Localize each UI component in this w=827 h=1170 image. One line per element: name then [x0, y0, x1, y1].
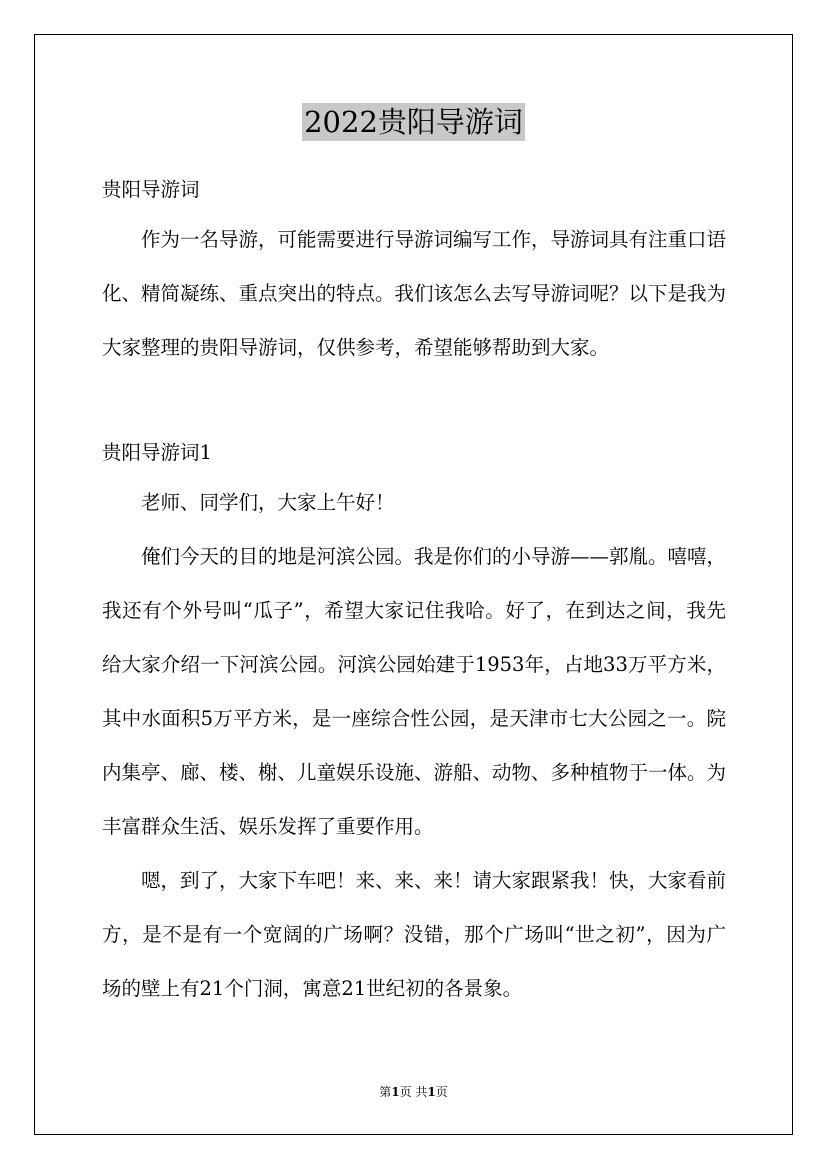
section-heading: 贵阳导游词	[102, 178, 200, 201]
title-container	[0, 103, 827, 141]
spacer	[102, 375, 726, 439]
paragraph: 嗯，到了，大家下车吧！来、来、来！请大家跟紧我！快，大家看前方，是不是有一个宽阔的广场啊？没错，那个广场叫“世之初”，因为广场的壁上有21个门洞，寓意21世纪初的各景象。	[102, 869, 727, 1000]
footer-page-number: 1	[391, 1085, 400, 1099]
page-footer	[0, 1084, 827, 1100]
section-heading: 贵阳导游词1	[102, 441, 212, 464]
paragraph: 俺们今天的目的地是河滨公园。我是你们的小导游——郭胤。嘻嘻，我还有个外号叫“瓜子”，希望大家记住我哈。好了，在到达之间，我先给大家介绍一下河滨公园。河滨公园始建于1953年，占地33万平方米，其中水面积5万平方米，是一座综合性公园，是天津市七大公园之一。院内集亭、廊、楼、榭、儿童娱乐设施、游船、动物、多种植物于一体。为丰富群众生活、娱乐发挥了重要作用。	[102, 545, 727, 838]
spacer	[102, 203, 726, 213]
footer-prefix: 第	[379, 1085, 392, 1099]
footer-total-pages: 1	[427, 1085, 436, 1099]
document-title: 2022贵阳导游词	[304, 105, 523, 139]
paragraph: 老师、同学们，大家上午好！	[141, 491, 395, 514]
footer-suffix: 页	[435, 1085, 448, 1099]
paragraph: 作为一名导游，可能需要进行导游词编写工作，导游词具有注重口语化、精简凝练、重点突出的特点。我们该怎么去写导游词呢？以下是我为大家整理的贵阳导游词，仅供参考，希望能够帮助到大家。	[102, 228, 727, 359]
spacer	[102, 466, 726, 476]
footer-middle: 页 共	[399, 1085, 428, 1099]
document-body	[102, 176, 726, 1016]
